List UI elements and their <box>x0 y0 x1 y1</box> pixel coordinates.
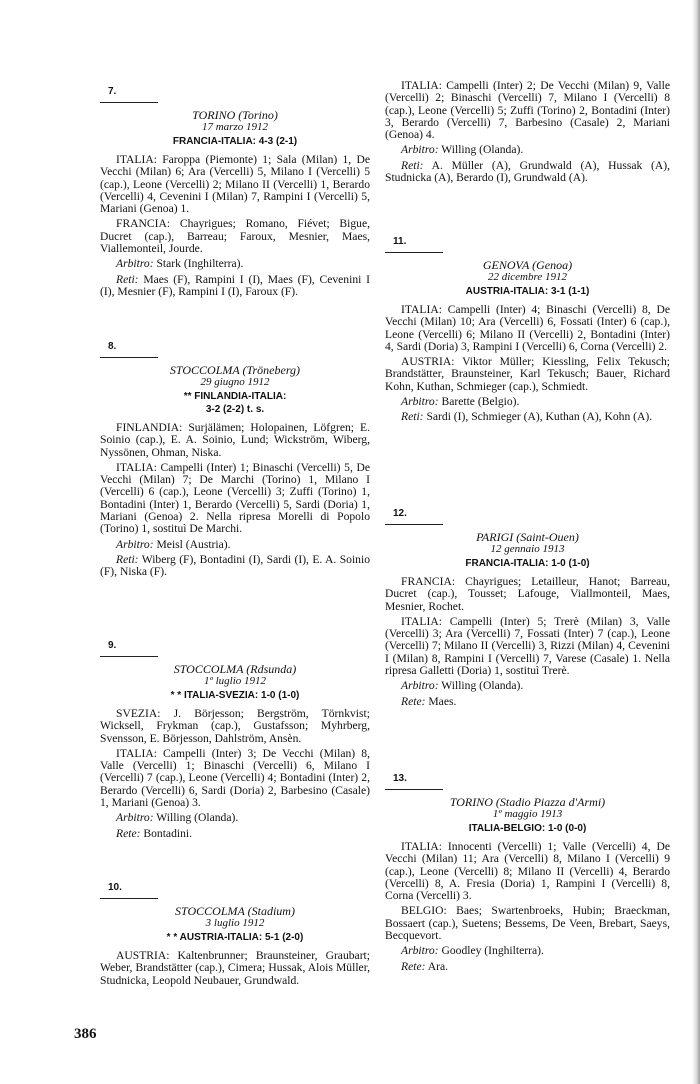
line-label: Rete: <box>401 694 426 708</box>
section-rule <box>100 898 158 899</box>
official-line <box>385 680 670 692</box>
line-text: ITALIA: Faroppa (Piemonte) 1; Sala (Milan) 1, De Vecchi (Milan) 6; Ara (Vercelli) 5, Milano I (Vercelli) 5 (cap.), Leone (Vercelli) 2; Milano II (Vercelli) 1, Berardo (Vercelli) 4, Cevenini I (Milan) 7, Rampini I (Vercelli) 5, Mariani (Genoa) 1. <box>100 153 370 216</box>
line-text: A. Müller (A), Grundwald (A), Hussak (A), Studnicka (A), Berardo (I), Grundwald (A). <box>385 158 670 185</box>
match-number: 7. <box>108 86 117 97</box>
lineup-paragraph <box>385 841 670 902</box>
line-text: Ara. <box>427 959 449 973</box>
match-venue: PARIGI (Saint-Ouen) <box>476 530 579 544</box>
official-line <box>100 828 370 840</box>
match-10 <box>100 882 370 987</box>
match-venue: GENOVA (Genoa) <box>482 258 573 272</box>
line-text: FRANCIA: Chayrigues; Letailleur, Hanot; Barreau, Ducret (cap.), Tousset; Lafouge, Viallmonteil, Maes, Mesnier, Rochet. <box>385 575 670 613</box>
official-line <box>385 945 670 957</box>
section-rule <box>100 102 158 103</box>
match-score <box>100 689 370 702</box>
score-line: FRANCIA-ITALIA: 1-0 (1-0) <box>465 558 590 569</box>
match-date: 29 giugno 1912 <box>200 376 270 388</box>
section-rule <box>385 789 443 790</box>
match-score <box>385 557 670 570</box>
match-date: 17 marzo 1912 <box>201 121 268 133</box>
score-line: * * ITALIA-SVEZIA: 1-0 (1-0) <box>170 690 300 701</box>
match-number: 10. <box>108 882 122 893</box>
match-date: 1º maggio 1913 <box>492 808 563 820</box>
line-label: Reti: <box>401 410 424 424</box>
score-line: ITALIA-BELGIO: 1-0 (0-0) <box>468 823 587 834</box>
match-date: 1º luglio 1912 <box>203 675 267 687</box>
line-text: ITALIA: Campelli (Inter) 2; De Vecchi (Milan) 9, Valle (Vercelli) 2; Binaschi (Vercelli) 7, Milano I (Vercelli) 8 (cap.), Leone (Vercelli) 5; Zuffi (Torino) 2, Bontadini (Inter) 3, Berardo (Vercelli) 7, Barbesino (Casale) 2, Mariani (Genoa) 4. <box>385 79 670 142</box>
match-venue: STOCCOLMA (Stadium) <box>175 904 295 918</box>
official-line <box>100 274 370 299</box>
match-9 <box>100 640 370 840</box>
line-label: Reti: <box>401 158 424 172</box>
official-line <box>385 411 670 423</box>
lineup-paragraph <box>100 950 370 987</box>
match-10-continuation <box>385 80 670 184</box>
official-line <box>100 812 370 824</box>
match-date: 3 luglio 1912 <box>205 917 265 929</box>
line-label: Arbitro: <box>116 811 154 825</box>
line-text: Maes. <box>428 694 457 708</box>
line-label: Arbitro: <box>116 537 154 551</box>
official-line <box>385 396 670 408</box>
lineup-paragraph <box>100 422 370 459</box>
page-number: 386 <box>74 1026 97 1042</box>
match-venue: STOCCOLMA (Rdsunda) <box>173 662 297 676</box>
line-text: Willing (Olanda). <box>441 143 524 157</box>
line-text: Meisl (Austria). <box>156 537 231 551</box>
line-text: Wiberg (F), Bontadini (I), Sardi (I), E. A. Soinio (F), Niska (F). <box>100 552 370 579</box>
match-score <box>100 931 370 944</box>
section-rule <box>385 252 443 253</box>
match-number: 13. <box>393 773 407 784</box>
official-line <box>100 539 370 551</box>
line-text: FRANCIA: Chayrigues; Romano, Fiévet; Bigue, Ducret (cap.), Barreau; Faroux, Mesnier, Maes, Viallemonteil, Jourde. <box>100 217 370 256</box>
line-text: Goodley (Inghilterra). <box>441 944 544 958</box>
line-text: Stark (Inghilterra). <box>156 257 244 271</box>
official-line <box>385 160 670 185</box>
match-venue: TORINO (Stadio Piazza d'Armi) <box>449 795 606 809</box>
line-text: ITALIA: Campelli (Inter) 5; Trerè (Milan) 3, Valle (Vercelli) 3; Ara (Vercelli) 7, Fossati (Inter) 7 (cap.), Leone (Vercelli) 7; Milano II (Vercelli) 3, Rizzi (Milan) 4, Cevenini I (Milan) 8, Rampini I (Vercelli) 7, Varese (Casale) 1. Nella ripresa Galletti (Doria) 1, sostituì Trerè. <box>385 614 670 678</box>
section-rule <box>100 656 158 657</box>
match-venue: TORINO (Torino) <box>192 108 278 122</box>
line-text: BELGIO: Baes; Swartenbroeks, Hubin; Braeckman, Bossaert (cap.), Suetens; Bessems, De Veen, Brebart, Saeys, Becquevort. <box>385 904 670 943</box>
lineup-paragraph <box>100 462 370 536</box>
match-number: 11. <box>393 236 407 247</box>
match-score <box>100 135 370 148</box>
match-number: 8. <box>108 341 117 352</box>
match-number: 9. <box>108 640 117 651</box>
lineup-paragraph <box>385 304 670 353</box>
line-text: ITALIA: Innocenti (Vercelli) 1; Valle (Vercelli) 4, De Vecchi (Milan) 11; Ara (Vercelli) 8, Milano I (Vercelli) 9 (cap.), Leone (Vercelli) 8; Milano II (Vercelli) 4, Berardo (Vercelli) 8, A. Fresia (Doria) 1, Rampini I (Vercelli) 8, Corna (Vercelli) 3. <box>385 840 670 903</box>
line-text: ITALIA: Campelli (Inter) 1; Binaschi (Vercelli) 5, De Vecchi (Milan) 7; De Marchi (Torino) 1, Milano I (Vercelli) 6 (cap.), Leone (Vercelli) 3; Zuffi (Torino) 1, Bontadini (Inter) 1, Berardo (Vercelli) 5, Sardi (Doria) 1, Mariani (Genoa) 2. Nella ripresa Morelli di Popolo (Torino) 1, sostituì De Marchi. <box>100 460 370 536</box>
line-label: Rete: <box>401 959 426 973</box>
line-text: SVEZIA: J. Börjesson; Bergström, Törnkvist; Wicksell, Frykman (cap.), Gustafsson; Myhrberg, Svensson, E. Börjesson, Dahlström, Ansèn. <box>100 707 370 745</box>
lineup-paragraph <box>100 154 370 215</box>
score-line: 3-2 (2-2) t. s. <box>205 404 265 415</box>
match-11 <box>385 236 670 424</box>
match-7 <box>100 86 370 298</box>
match-score <box>385 285 670 298</box>
line-text: Maes (F), Rampini I (I), Maes (F), Cevenini I (I), Mesnier (F), Rampini I (I), Faroux (F). <box>100 272 370 298</box>
lineup-paragraph <box>385 616 670 677</box>
line-label: Arbitro: <box>401 679 439 693</box>
score-line: ** FINLANDIA-ITALIA: <box>183 391 287 402</box>
line-label: Reti: <box>116 272 139 286</box>
lineup-paragraph <box>385 80 670 141</box>
line-text: AUSTRIA: Viktor Müller; Kiessling, Felix Tekusch; Brandstätter, Braunsteiner, Karl Tekusch; Bauer, Richard Kohn, Kuthan, Schmieger (cap.), Schmiedt. <box>385 355 670 393</box>
line-label: Arbitro: <box>401 944 439 958</box>
line-label: Arbitro: <box>116 257 154 271</box>
match-venue: STOCCOLMA (Tröneberg) <box>169 363 301 377</box>
lineup-paragraph <box>100 748 370 809</box>
line-text: ITALIA: Campelli (Inter) 3; De Vecchi (Milan) 8, Valle (Vercelli) 1; Binaschi (Vercelli) 6, Milano I (Vercelli) 7 (cap.), Leone (Vercelli) 4; Bontadini (Inter) 2, Berardo (Vercelli) 6, Sardi (Doria) 2, Barbesino (Casale) 1, Mariani (Genoa) 3. <box>100 746 370 810</box>
line-text: ITALIA: Campelli (Inter) 4; Binaschi (Vercelli) 8, De Vecchi (Milan) 10; Ara (Vercelli) 6, Fossati (Inter) 6 (cap.), Leone (Vercelli) 6; Milano II (Vercelli) 2, Bontadini (Inter) 4, Sardi (Doria) 3, Rampini I (Vercelli) 6, Corna (Vercelli) 2. <box>385 303 670 353</box>
line-text: FINLANDIA: Surjälämen; Holopainen, Löfgren; E. Soinio (cap.), E. A. Soinio, Lund; Wickström, Wiberg, Nyssönen, Ohman, Niska. <box>100 421 370 459</box>
lineup-paragraph <box>385 576 670 613</box>
lineup-paragraph <box>385 905 670 942</box>
match-score <box>100 390 370 416</box>
match-number: 12. <box>393 508 407 519</box>
line-label: Arbitro: <box>401 143 439 157</box>
official-line <box>385 144 670 156</box>
lineup-paragraph <box>100 708 370 745</box>
line-label: Rete: <box>116 826 141 840</box>
official-line <box>385 961 670 973</box>
line-text: Willing (Olanda). <box>441 679 524 693</box>
page-edge-shadow <box>692 0 700 1084</box>
section-rule <box>385 524 443 525</box>
line-label: Reti: <box>116 552 139 566</box>
match-score <box>385 822 670 835</box>
line-text: Barette (Belgio). <box>441 395 520 409</box>
match-8 <box>100 341 370 579</box>
line-text: Sardi (I), Schmieger (A), Kuthan (A), Kohn (A). <box>426 410 653 424</box>
match-date: 12 gennaio 1913 <box>490 543 565 555</box>
match-12 <box>385 508 670 708</box>
official-line <box>100 258 370 270</box>
official-line <box>100 554 370 579</box>
section-rule <box>100 357 158 358</box>
score-line: FRANCIA-ITALIA: 4-3 (2-1) <box>172 136 298 147</box>
line-text: Willing (Olanda). <box>156 811 239 825</box>
score-line: AUSTRIA-ITALIA: 3-1 (1-1) <box>465 286 590 297</box>
lineup-paragraph <box>385 356 670 393</box>
match-13 <box>385 773 670 973</box>
line-text: Bontadini. <box>143 826 193 840</box>
score-line: * * AUSTRIA-ITALIA: 5-1 (2-0) <box>166 932 304 943</box>
line-label: Arbitro: <box>401 395 439 409</box>
official-line <box>385 696 670 708</box>
line-text: AUSTRIA: Kaltenbrunner; Braunsteiner, Graubart; Weber, Brandstätter (cap.), Cimera; Hussak, Alois Müller, Studnicka, Leopold Neubauer, Grundwald. <box>100 949 370 987</box>
match-date: 22 dicembre 1912 <box>487 271 568 283</box>
lineup-paragraph <box>100 218 370 255</box>
